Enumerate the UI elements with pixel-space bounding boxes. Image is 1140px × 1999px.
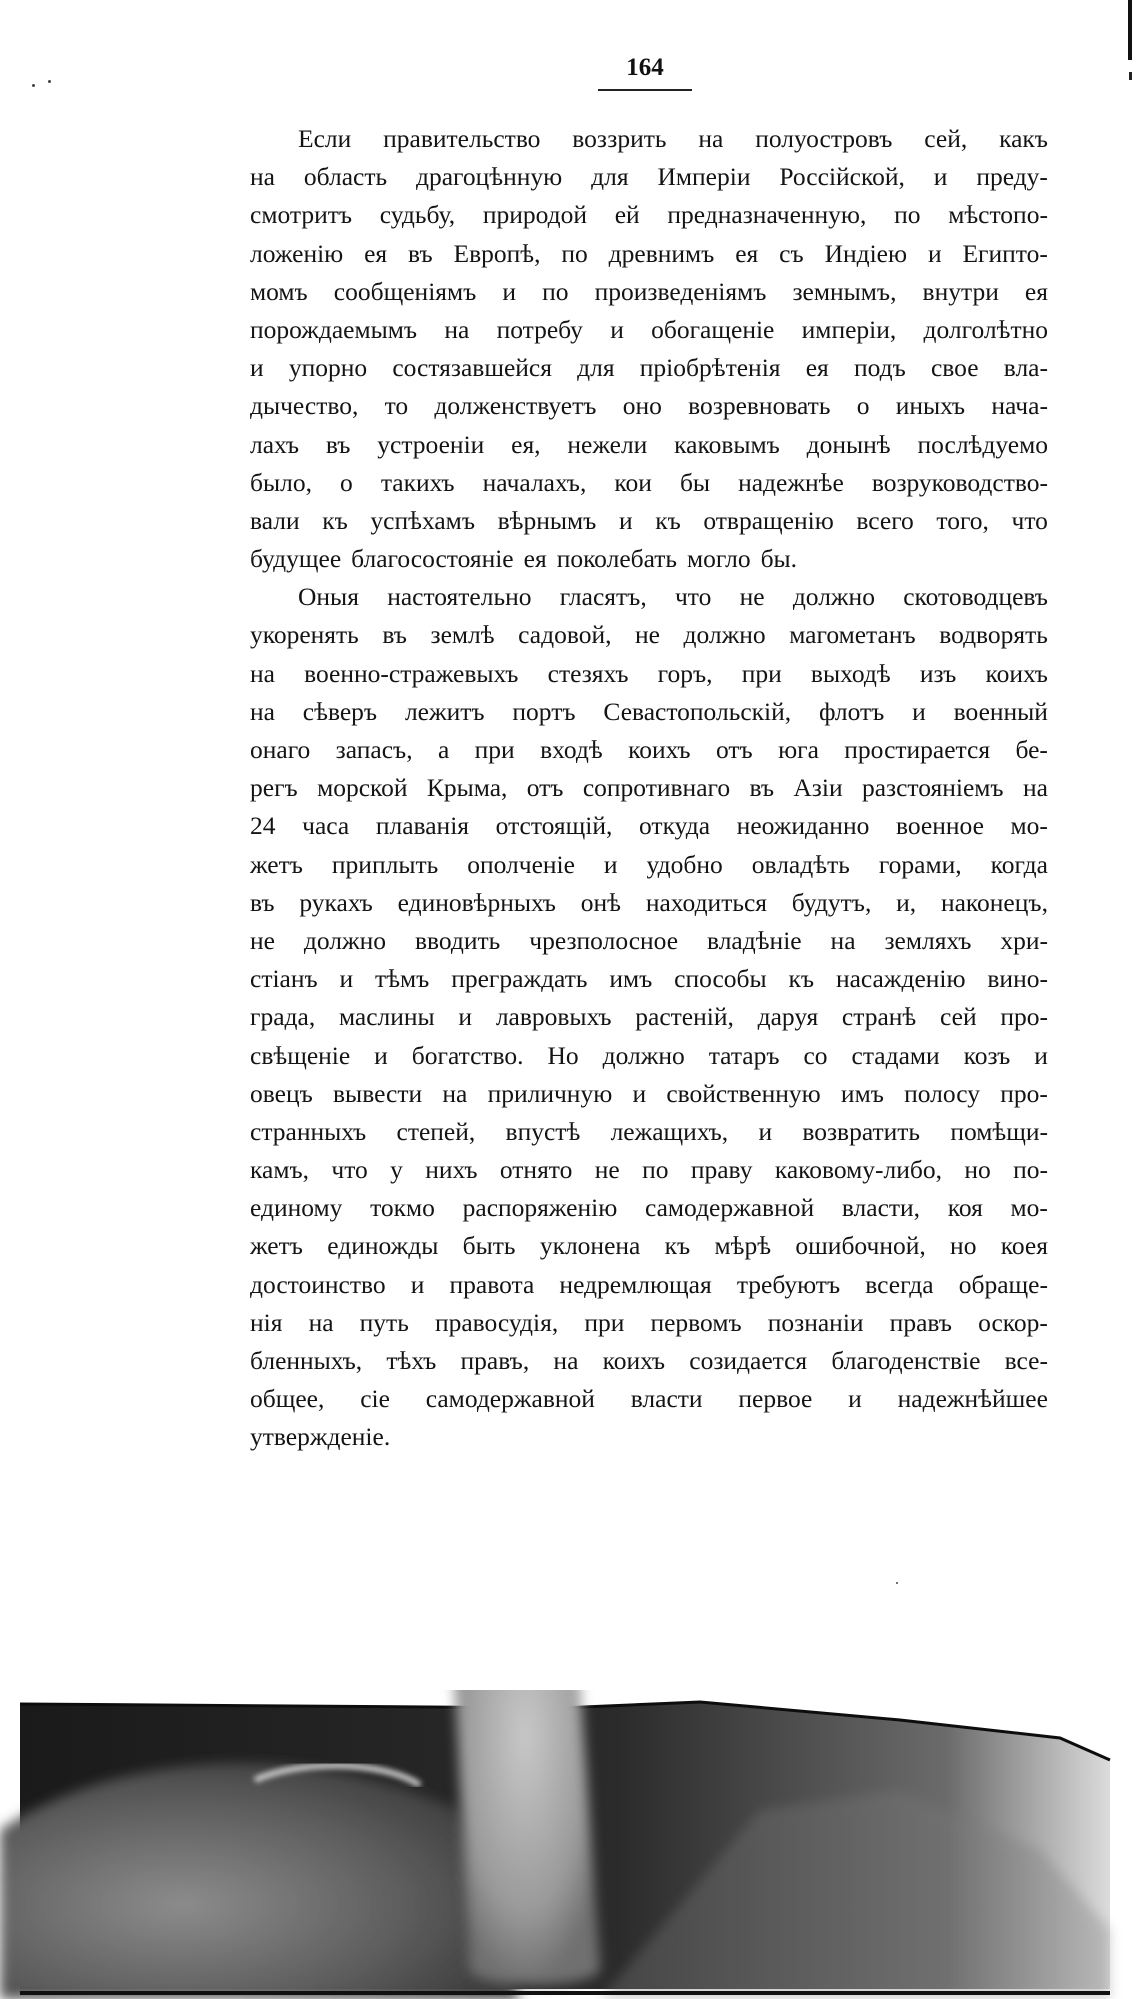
text-line: порождаемымъ на потребу и обогащеніе имперіи, долголѣтно (250, 314, 1048, 344)
text-line: на область драгоцѣнную для Имперіи Россійской, и преду- (250, 162, 1048, 192)
dust-speck (32, 84, 35, 87)
text-line: момъ сообщеніямъ и по произведеніямъ земнымъ, внутри ея (250, 276, 1048, 306)
text-line: свѣщеніе и богатство. Но должно татаръ со стадами козъ и (250, 1040, 1048, 1070)
text-line: жетъ приплыть ополченіе и удобно овладѣть горами, когда (250, 849, 1048, 879)
text-line: жетъ единожды быть уклонена къ мѣрѣ ошибочной, но коея (250, 1231, 1048, 1261)
dust-speck (896, 1582, 898, 1584)
text-line: града, маслины и лавровыхъ растеній, даруя странѣ сей про- (250, 1002, 1048, 1032)
text-line: на военно-стражевыхъ стезяхъ горъ, при выходѣ изъ коихъ (250, 658, 1048, 688)
dust-speck (48, 80, 51, 83)
scan-edge-mark (1128, 0, 1132, 60)
text-line: регъ морской Крыма, отъ сопротивнаго въ Азіи разстояніемъ на (250, 773, 1048, 803)
body-text (250, 120, 1048, 1457)
page-number: 164 (626, 54, 664, 81)
text-line: укоренять въ землѣ садовой, не должно магометанъ водворять (250, 620, 1048, 650)
text-line: бленныхъ, тѣхъ правъ, на коихъ созидается благоденствіе все- (250, 1346, 1048, 1375)
page-number-rule (598, 89, 692, 91)
text-line: нія на путь правосудія, при первомъ познаніи правъ оскор- (250, 1307, 1048, 1337)
text-line: странныхъ степей, впустѣ лежащихъ, и возвратить помѣщи- (250, 1116, 1048, 1146)
text-line: было, о такихъ началахъ, кои бы надежнѣе возруководство- (250, 467, 1048, 497)
text-line: онаго запасъ, а при входѣ коихъ отъ юга простирается бе- (250, 735, 1048, 764)
text-line: Если правительство воззрить на полуостровъ сей, какъ (298, 124, 1048, 153)
text-line: Оныя настоятельно гласятъ, что не должно скотоводцевъ (298, 582, 1048, 612)
text-line: будущее благосостояніе ея поколебать могло бы. (250, 544, 798, 574)
text-line: лахъ въ устроеніи ея, нежели каковымъ донынѣ послѣдуемо (250, 429, 1048, 459)
text-line: не должно вводить чрезполосное владѣніе на земляхъ хри- (250, 925, 1048, 955)
text-line: вали къ успѣхамъ вѣрнымъ и къ отвращенію всего того, что (250, 505, 1048, 535)
text-line: ложенію ея въ Европѣ, по древнимъ ея съ Индіею и Египто- (250, 238, 1048, 268)
text-line: общее, сіе самодержавной власти первое и надежнѣйшее (250, 1384, 1048, 1414)
text-line: утвержденіе. (250, 1422, 391, 1452)
text-line: 24 часа плаванія отстоящій, откуда неожиданно военное мо- (250, 811, 1048, 841)
text-line: дычество, то долженствуетъ оно возревновать о иныхъ нача- (250, 391, 1048, 421)
text-line: стіанъ и тѣмъ преграждать имъ способы къ насажденію вино- (250, 964, 1048, 994)
text-line: овецъ вывести на приличную и свойственную имъ полосу про- (250, 1078, 1048, 1108)
text-line: въ рукахъ единовѣрныхъ онѣ находиться будутъ, и, наконецъ, (250, 887, 1048, 917)
text-line: смотритъ судьбу, природой ей предназначенную, по мѣстопо- (250, 200, 1048, 230)
text-line: достоинство и правота недремлющая требуютъ всегда обраще- (250, 1269, 1048, 1299)
scanner-fingers-image (0, 1690, 1140, 1999)
text-line: единому токмо распоряженію самодержавной власти, коя мо- (250, 1193, 1048, 1223)
text-line: на сѣверъ лежитъ портъ Севастопольскій, флотъ и военный (250, 696, 1048, 726)
text-line: и упорно состязавшейся для пріобрѣтенія ея подъ свое вла- (250, 353, 1048, 383)
scan-edge-dot (1129, 72, 1132, 80)
text-line: камъ, что у нихъ отнято не по праву каковому-либо, но по- (250, 1155, 1048, 1185)
